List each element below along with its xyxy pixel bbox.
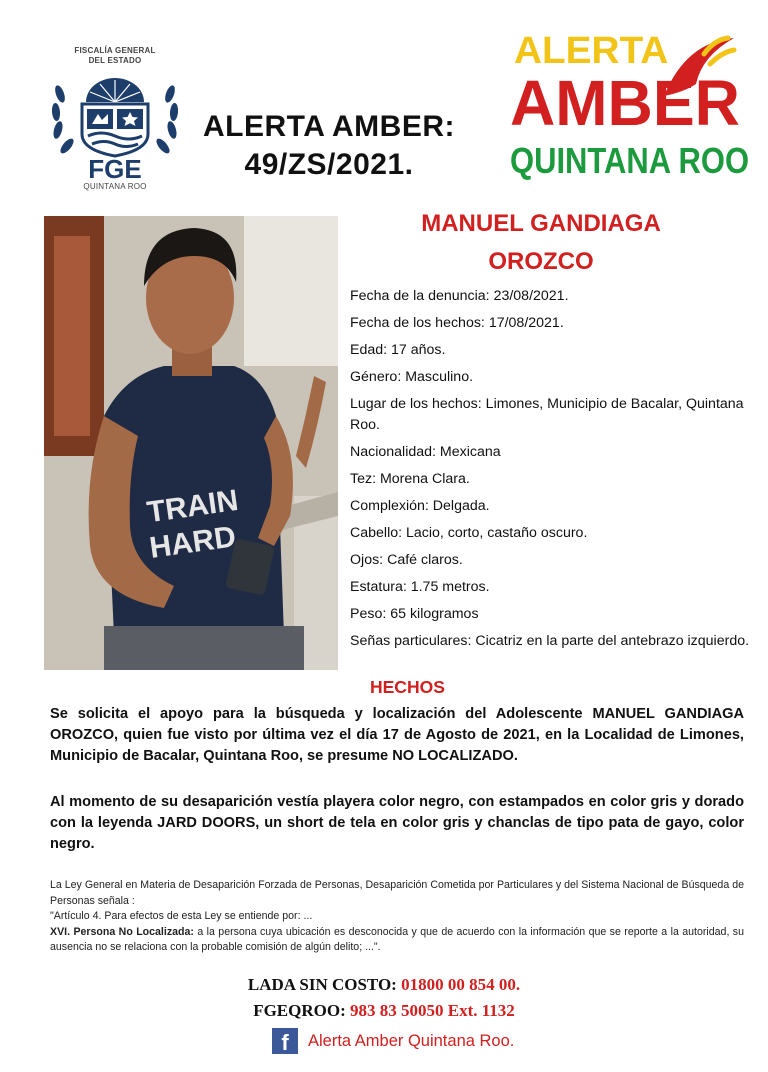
detail-row — [350, 631, 750, 652]
detail-value: Morena Clara. — [376, 471, 470, 487]
toll-free-label: LADA SIN COSTO: — [247, 975, 402, 994]
shirt-print-line1: TRAIN — [144, 483, 241, 530]
legal-notice — [50, 878, 744, 956]
detail-row — [350, 469, 750, 490]
detail-value: 23/08/2021. — [489, 288, 569, 304]
fge-org-line2: DEL ESTADO — [88, 56, 142, 65]
detail-label: Ojos: — [350, 552, 384, 568]
detail-value: Lacio, corto, castaño oscuro. — [402, 525, 588, 541]
detail-label: Complexión: — [350, 498, 429, 514]
detail-label: Género: — [350, 369, 402, 385]
fgeqroo-line — [0, 1001, 768, 1021]
fgeqroo-number[interactable]: 983 83 50050 Ext. 1132 — [350, 1001, 515, 1020]
fge-acronym: FGE — [88, 154, 142, 182]
legal-definition: a la persona cuya ubicación es desconocida y que de acuerdo con la información que se reporte a la autoridad, su ausencia no se relaciona con la probable comisión de algún delito; ...". — [50, 925, 744, 953]
legal-article: "Artículo 4. Para efectos de esta Ley se entiende por: ... — [50, 910, 313, 922]
detail-value: Cicatriz en la parte del antebrazo izquierdo. — [471, 633, 750, 649]
detail-row — [350, 286, 750, 307]
detail-value: 65 kilogramos — [386, 606, 479, 622]
fge-logo — [46, 40, 184, 192]
missing-person-photo — [44, 216, 338, 670]
toll-free-number[interactable]: 01800 00 854 00. — [401, 975, 521, 994]
detail-value: Masculino. — [401, 369, 474, 385]
detail-value: Delgada. — [428, 498, 490, 514]
facebook-page-name[interactable]: Alerta Amber Quintana Roo. — [308, 1031, 515, 1050]
logo-word-quintana-roo: QUINTANA ROO — [510, 140, 750, 181]
detail-value: Limones, Municipio de Bacalar, Quintana Roo. — [350, 396, 744, 433]
shirt-print-line2: HARD — [147, 520, 238, 565]
hechos-paragraph-2: Al momento de su desaparición vestía playera color negro, con estampados en color gris y dorado con la leyenda JARD DOORS, un short de tela en color gris y chanclas de tipo pata de gayo, color negro. — [50, 794, 744, 852]
detail-row — [350, 367, 750, 388]
detail-label: Fecha de los hechos: — [350, 315, 485, 331]
legal-intro: La Ley General en Materia de Desaparición Forzada de Personas, Desaparición Cometida por Particulares y del Sistema Nacional de Búsqueda de Personas señala : — [50, 879, 744, 907]
detail-value: 17/08/2021. — [484, 315, 564, 331]
alerta-amber-logo — [506, 30, 750, 188]
detail-row — [350, 340, 750, 361]
logo-word-amber: AMBER — [510, 67, 740, 139]
person-name-line1: MANUEL GANDIAGA — [421, 210, 661, 237]
legal-term: XVI. Persona No Localizada: — [50, 925, 194, 938]
detail-value: Café claros. — [383, 552, 463, 568]
detail-row — [350, 394, 750, 436]
facebook-link[interactable] — [272, 1026, 514, 1056]
person-details — [350, 286, 750, 658]
detail-label: Cabello: — [350, 525, 403, 541]
detail-row — [350, 313, 750, 334]
logo-word-alerta: ALERTA — [514, 30, 669, 72]
detail-value: 17 años. — [387, 342, 446, 358]
detail-label: Edad: — [350, 342, 388, 358]
detail-row — [350, 604, 750, 625]
detail-label: Peso: — [350, 606, 387, 622]
detail-value: 1.75 metros. — [406, 579, 490, 595]
facebook-icon: f — [272, 1028, 298, 1054]
alert-title-line1: ALERTA AMBER: — [202, 110, 456, 143]
detail-label: Fecha de la denuncia: — [350, 288, 490, 304]
detail-row — [350, 523, 750, 544]
detail-label: Señas particulares: — [350, 633, 472, 649]
detail-label: Tez: — [350, 471, 377, 487]
missing-person-name — [360, 205, 722, 281]
alert-title — [186, 108, 472, 184]
person-name-line2: OROZCO — [488, 248, 594, 275]
detail-row — [350, 496, 750, 517]
alert-title-line2: 49/ZS/2021. — [244, 148, 414, 181]
detail-label: Lugar de los hechos: — [350, 396, 482, 412]
detail-row — [350, 577, 750, 598]
fge-org-state: QUINTANA ROO — [83, 182, 147, 191]
hechos-heading: HECHOS — [370, 677, 445, 697]
detail-value: Mexicana — [435, 444, 501, 460]
fgeqroo-label: FGEQROO: — [253, 1001, 350, 1020]
fge-seal-emblem — [46, 64, 184, 182]
detail-row — [350, 442, 750, 463]
legal-definition-paragraph — [50, 925, 744, 956]
detail-label: Nacionalidad: — [350, 444, 436, 460]
fge-org-line1: FISCALÍA GENERAL — [74, 46, 156, 55]
detail-label: Estatura: — [350, 579, 407, 595]
detail-row — [350, 550, 750, 571]
toll-free-line — [0, 975, 768, 995]
hechos-paragraph-1: Se solicita el apoyo para la búsqueda y localización del Adolescente MANUEL GANDIAGA OROZCO, quien fue visto por última vez el día 17 de Agosto de 2021, en la Localidad de Limones, Municipio de Bacalar, Quintana Roo, se presume NO LOCALIZADO. — [50, 706, 744, 764]
